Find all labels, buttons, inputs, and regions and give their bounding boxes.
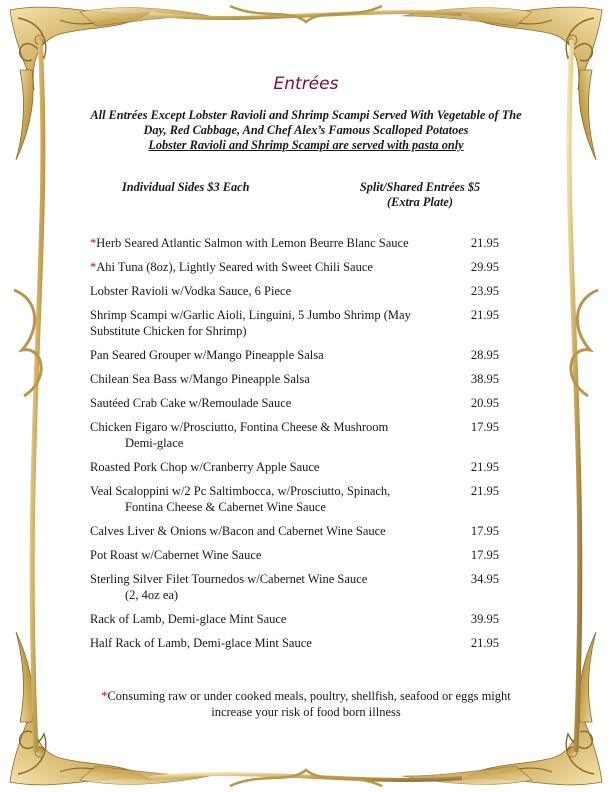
dish-price: 21.95 (470, 460, 499, 474)
served-with-note: All Entrées Except Lobster Ravioli and Shrimp Scampi Served With Vegetable of The Day, Red Cabbage, And Chef Alex’s Famous Scalloped Potatoes (90, 108, 522, 137)
dish-name: Rack of Lamb, Demi-glace Mint Sauce (90, 612, 287, 626)
dish-price: 38.95 (470, 372, 499, 386)
dish-detail: Fontina Cheese & Cabernet Wine Sauce (125, 500, 326, 514)
dish-name: Half Rack of Lamb, Demi-glace Mint Sauce (90, 636, 312, 650)
dish-name: Lobster Ravioli w/Vodka Sauce, 6 Piece (90, 284, 292, 298)
dish-name: Shrimp Scampi w/Garlic Aioli, Linguini, 5 Jumbo Shrimp (May Substitute Chicken for Shrimp) (90, 308, 411, 338)
extra-plate-label: (Extra Plate) (387, 195, 453, 209)
menu-item (90, 419, 505, 451)
dish-name: Sautéed Crab Cake w/Remoulade Sauce (90, 396, 292, 410)
dish-name: Pot Roast w/Cabernet Wine Sauce (90, 548, 262, 562)
entree-menu-list (90, 235, 505, 659)
dish-price: 28.95 (470, 348, 499, 362)
menu-item (90, 483, 505, 515)
warning-text: Consuming raw or under cooked meals, poultry, shellfish, seafood or eggs might increase your risk of food born illness (107, 689, 511, 719)
dish-name: Roasted Pork Chop w/Cranberry Apple Sauce (90, 460, 320, 474)
dish-price: 34.95 (470, 572, 499, 586)
dish-price: 21.95 (470, 636, 499, 650)
dish-price: 21.95 (470, 308, 499, 322)
dish-name: Pan Seared Grouper w/Mango Pineapple Salsa (90, 348, 324, 362)
dish-name: Chicken Figaro w/Prosciutto, Fontina Cheese & Mushroom (90, 420, 389, 434)
menu-item (90, 283, 505, 299)
raw-warning-marker: * (90, 260, 97, 274)
menu-item (90, 635, 505, 651)
dish-price: 21.95 (470, 236, 499, 250)
dish-price: 21.95 (470, 484, 499, 498)
page-title: Entrées (273, 74, 339, 94)
raw-food-warning (90, 688, 522, 720)
dish-price: 29.95 (470, 260, 499, 274)
dish-price: 17.95 (470, 524, 499, 538)
menu-item (90, 523, 505, 539)
dish-name: Ahi Tuna (8oz), Lightly Seared with Sweet Chili Sauce (96, 260, 373, 274)
dish-price: 17.95 (470, 548, 499, 562)
dish-name: Sterling Silver Filet Tournedos w/Cabernet Wine Sauce (90, 572, 368, 586)
menu-item (90, 259, 505, 275)
dish-name: Calves Liver & Onions w/Bacon and Cabernet Wine Sauce (90, 524, 386, 538)
menu-item (90, 395, 505, 411)
menu-item (90, 347, 505, 363)
split-entree-charge (345, 180, 495, 210)
menu-item (90, 459, 505, 475)
warning-asterisk: * (101, 689, 108, 703)
dish-price: 17.95 (470, 420, 499, 434)
menu-item (90, 611, 505, 627)
menu-item (90, 307, 505, 339)
menu-item (90, 571, 505, 603)
menu-item (90, 547, 505, 563)
dish-price: 20.95 (470, 396, 499, 410)
dish-detail: Demi-glace (125, 436, 184, 450)
split-entree-label: Split/Shared Entrées $5 (359, 180, 481, 194)
intro-text (90, 108, 522, 153)
dish-price: 23.95 (470, 284, 499, 298)
dish-name: Chilean Sea Bass w/Mango Pineapple Salsa (90, 372, 310, 386)
raw-warning-marker: * (90, 236, 97, 250)
dish-price: 39.95 (470, 612, 499, 626)
pasta-note: Lobster Ravioli and Shrimp Scampi are served with pasta only (148, 138, 464, 152)
menu-item (90, 371, 505, 387)
dish-name: Veal Scaloppini w/2 Pc Saltimbocca, w/Prosciutto, Spinach, (90, 484, 391, 498)
menu-item (90, 235, 505, 251)
individual-sides-price: Individual Sides $3 Each (122, 180, 250, 194)
dish-name: Herb Seared Atlantic Salmon with Lemon Beurre Blanc Sauce (96, 236, 409, 250)
dish-detail: (2, 4oz ea) (125, 588, 179, 602)
